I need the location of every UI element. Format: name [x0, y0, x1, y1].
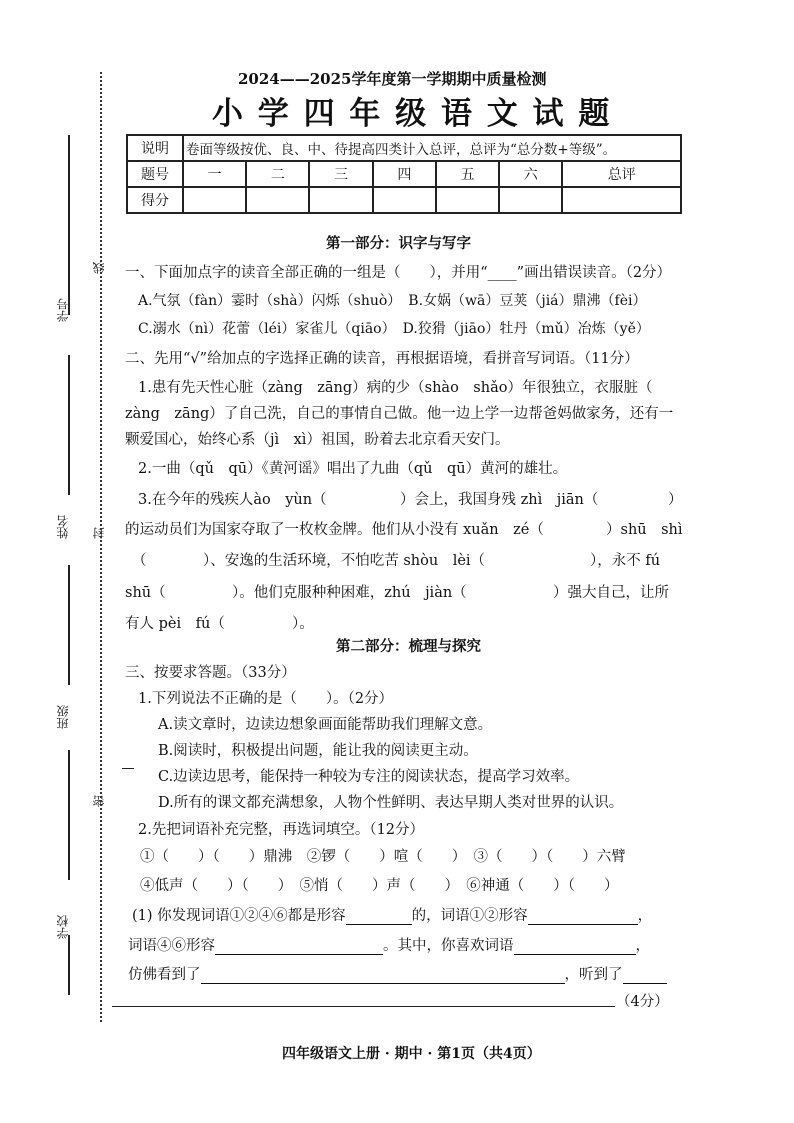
- score-cell[interactable]: [562, 187, 681, 213]
- note-text: 卷面等级按优、良、中、待提高四类计入总评，总评为“总分数+等级”。: [183, 135, 681, 161]
- q2-stem: 二、先用“√”给加点的字选择正确的读音，再根据语境，看拼音写词语。（11分）: [125, 351, 639, 367]
- column-header: 四: [373, 161, 436, 187]
- q3-fill-line1: [132, 904, 652, 925]
- student-id-label: 学号: [56, 298, 70, 322]
- fill3-blank-1[interactable]: [201, 983, 565, 984]
- q3-words-row1: ①（ ）（ ）鼎沸 ②锣（ ）喧（ ） ③（ ）（ ）六臂: [140, 849, 626, 865]
- seal-char: 封: [92, 527, 106, 539]
- column-header: 三: [309, 161, 372, 187]
- fill1-text-a: (1) 你发现词语①②④⑥都是形容: [132, 908, 346, 924]
- q2-item3-line1-b: ）会上，我国身残 zhì jiān（: [400, 492, 599, 508]
- q3-sub1-option-c: C.边读边思考，能保持一种较为专注的阅读状态，提高学习效率。: [158, 769, 580, 785]
- question-number-label: 题号: [127, 161, 183, 187]
- score-cell[interactable]: [373, 187, 436, 213]
- column-header: 六: [499, 161, 562, 187]
- score-table: [126, 134, 682, 214]
- fill2-text-b: 。其中，你喜欢词语: [383, 938, 514, 954]
- column-header: 一: [183, 161, 246, 187]
- part2-title: 第二部分：梳理与探究: [336, 638, 481, 655]
- secret-char: 密: [92, 795, 106, 807]
- q2-item3-line4-b: ）。他们克服种种困难，zhú jiàn（: [232, 585, 467, 601]
- q3-words-row2: ④低声（ ）（ ） ⑤悄（ ）声（ ） ⑥神通（ ）（ ）: [140, 878, 619, 894]
- q2-item3-line1-c: ）: [668, 492, 683, 508]
- q2-item3-line3-c: ），永不 fú: [590, 553, 661, 569]
- column-header: 二: [246, 161, 309, 187]
- q1-options-line2: C.溺水（nì）花蕾（léi）家雀儿（qiāo） D.狡猾（jiāo）牡丹（mǔ）冶炼（yě）: [138, 321, 650, 337]
- column-header: 五: [436, 161, 499, 187]
- score-cell[interactable]: [499, 187, 562, 213]
- q2-item3-line4-c: ）强大自己，让所: [553, 585, 669, 601]
- q2-item1-line3: 颗爱国心，始终心系（jì xì）祖国，盼着去北京看天安门。: [125, 432, 510, 448]
- fill1-blank-2[interactable]: [528, 924, 638, 925]
- column-header: 总评: [562, 161, 681, 187]
- binding-dotted-line: [100, 72, 102, 1022]
- fill1-text-c: ，: [637, 908, 653, 924]
- seal-line-char: 线: [92, 262, 106, 274]
- q2-item2: 2.一曲（qǔ qū）《黄河谣》唱出了九曲（qǔ qū）黄河的雄壮。: [138, 461, 568, 477]
- fill3-blank-2[interactable]: [623, 983, 667, 984]
- q3-stem: 三、按要求答题。（33分）: [125, 665, 296, 681]
- score-label: 得分: [127, 187, 183, 213]
- score-cell[interactable]: [246, 187, 309, 213]
- q2-item1-line2: zàng zāng）了自己洗，自己的事情自己做。他一边上学一边帮爸妈做家务，还有一: [125, 406, 674, 422]
- q2-item3-line5-a: 有人 pèi fú（: [125, 616, 225, 632]
- binding-divider-line: [68, 750, 70, 880]
- q3-sub1-stem: 1.下列说法不正确的是（ ）。（2分）: [138, 691, 394, 707]
- binding-divider-line: [68, 135, 70, 315]
- note-label: 说明: [127, 135, 183, 161]
- q3-fill-line2: [128, 934, 650, 955]
- binding-divider-line: [68, 565, 70, 685]
- q2-item3-line5-b: ）。: [292, 616, 314, 632]
- q1-options-line1: A.气氛（fàn）霎时（shà）闪烁（shuò） B.女娲（wā）豆荚（jiá）鼎沸（fèi）: [138, 293, 647, 309]
- q3-fill-line3: [128, 963, 667, 984]
- q2-item3-line3-a: （: [132, 553, 147, 569]
- fill2-blank-2[interactable]: [514, 954, 636, 955]
- fill4-score: （4分）: [616, 994, 669, 1010]
- fill3-text-a: 仿佛看到了: [128, 967, 201, 983]
- fill2-text-a: 词语④⑥形容: [128, 938, 215, 954]
- page-footer: 四年级语文上册 · 期中 · 第1页（共4页）: [282, 1046, 541, 1062]
- q3-sub1-option-b: B.阅读时，积极提出问题，能让我的阅读更主动。: [158, 743, 478, 759]
- stray-mark: [122, 768, 134, 769]
- q2-item1-line1: 1.患有先天性心脏（zàng zāng）病的少（shào shǎo）年很独立，衣服脏（: [138, 380, 653, 396]
- q2-item3-line1-a: 3.在今年的残疾人ào yùn（: [138, 492, 327, 508]
- class-label: 班级: [56, 705, 70, 729]
- exam-title: 2024——2025学年度第一学期期中质量检测: [238, 70, 547, 88]
- q3-sub2-stem: 2.先把词语补充完整，再选词填空。（12分）: [138, 822, 425, 838]
- part1-title: 第一部分：识字与写字: [326, 235, 471, 252]
- name-label: 姓名: [56, 515, 70, 539]
- fill2-text-c: ，: [635, 938, 650, 954]
- fill1-text-b: 的，词语①②形容: [411, 908, 528, 924]
- fill2-blank-1[interactable]: [215, 954, 383, 955]
- school-label: 学校: [56, 915, 70, 939]
- q2-item3-line2-b: ）shū shì: [606, 522, 683, 538]
- score-cell[interactable]: [183, 187, 246, 213]
- q2-item3-line3-b: ）、安逸的生活环境，不怕吃苦 shòu lèi（: [203, 553, 486, 569]
- score-cell[interactable]: [436, 187, 499, 213]
- score-cell[interactable]: [309, 187, 372, 213]
- q2-item3-line2-a: 的运动员们为国家夺取了一枚枚金牌。他们从小没有 xuǎn zé（: [125, 522, 544, 538]
- q2-item3-line4-a: shū（: [125, 585, 166, 601]
- q1-stem: 一、下面加点字的读音全部正确的一组是（ ），并用“____”画出错误读音。（2分）: [125, 265, 672, 281]
- binding-divider-line: [68, 935, 70, 995]
- fill3-text-b: ，听到了: [564, 967, 623, 983]
- binding-divider-line: [68, 355, 70, 495]
- paper-title: 小 学 四 年 级 语 文 试 题: [212, 96, 612, 132]
- fill4-blank-line[interactable]: [112, 1006, 615, 1007]
- q3-sub1-option-a: A.读文章时，边读边想象画面能帮助我们理解文意。: [158, 717, 493, 733]
- fill1-blank-1[interactable]: [346, 924, 412, 925]
- q3-sub1-option-d: D.所有的课文都充满想象，人物个性鲜明、表达早期人类对世界的认识。: [158, 795, 624, 811]
